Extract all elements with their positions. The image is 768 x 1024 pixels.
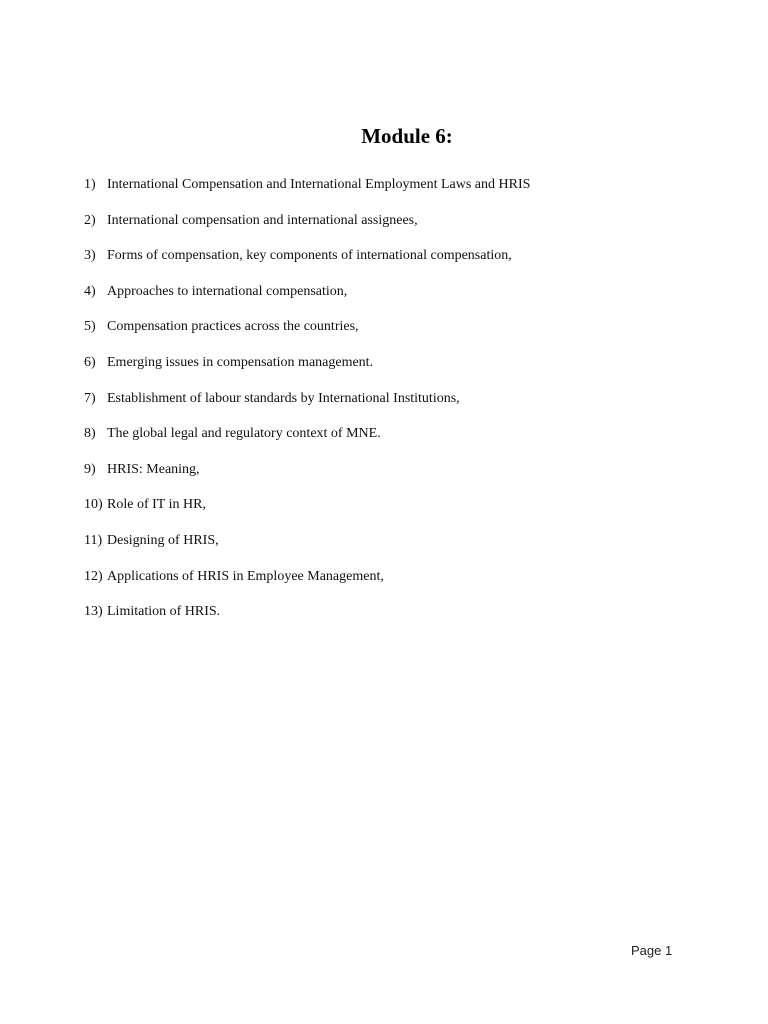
item-text: International Compensation and International Employment Laws and HRIS — [107, 177, 531, 192]
item-number: 10) — [84, 497, 103, 513]
list-item — [84, 246, 530, 282]
list-item — [84, 567, 530, 603]
item-number: 1) — [84, 177, 96, 192]
list-item — [84, 531, 530, 567]
list-item — [84, 495, 530, 531]
list-item — [84, 175, 530, 211]
item-number: 11) — [84, 532, 103, 548]
page-title: Module 6: — [361, 124, 453, 148]
list-item — [84, 424, 530, 460]
page-number: Page 1 — [631, 943, 673, 958]
item-number: 8) — [84, 426, 96, 442]
item-number: 7) — [84, 390, 96, 406]
item-number: 12) — [84, 568, 103, 584]
item-number: 4) — [84, 283, 96, 299]
list-item — [84, 353, 530, 389]
item-number: 5) — [84, 319, 96, 335]
item-text: Establishment of labour standards by International Institutions, — [107, 390, 460, 406]
item-number: 6) — [84, 354, 96, 370]
list-item — [84, 317, 530, 353]
item-text: Compensation practices across the countries, — [107, 319, 359, 335]
item-text: Limitation of HRIS. — [107, 604, 221, 620]
item-number: 13) — [84, 604, 103, 620]
list-item — [84, 389, 530, 425]
item-text: The global legal and regulatory context of MNE. — [107, 426, 381, 442]
list-item — [84, 460, 530, 496]
item-text: Role of IT in HR, — [107, 497, 206, 513]
list-item — [84, 211, 530, 247]
topic-list — [84, 175, 530, 638]
item-text: Applications of HRIS in Employee Management, — [107, 568, 384, 584]
item-number: 3) — [84, 248, 96, 264]
item-number: 9) — [84, 461, 96, 477]
item-number: 2) — [84, 212, 96, 228]
item-text: Designing of HRIS, — [107, 532, 219, 548]
item-text: Approaches to international compensation, — [107, 283, 348, 299]
item-text: International compensation and international assignees, — [107, 212, 418, 228]
list-item — [84, 282, 530, 318]
item-text: Forms of compensation, key components of international compensation, — [107, 248, 512, 264]
item-text: Emerging issues in compensation management. — [107, 354, 374, 370]
item-text: HRIS: Meaning, — [107, 461, 200, 477]
list-item — [84, 602, 530, 638]
